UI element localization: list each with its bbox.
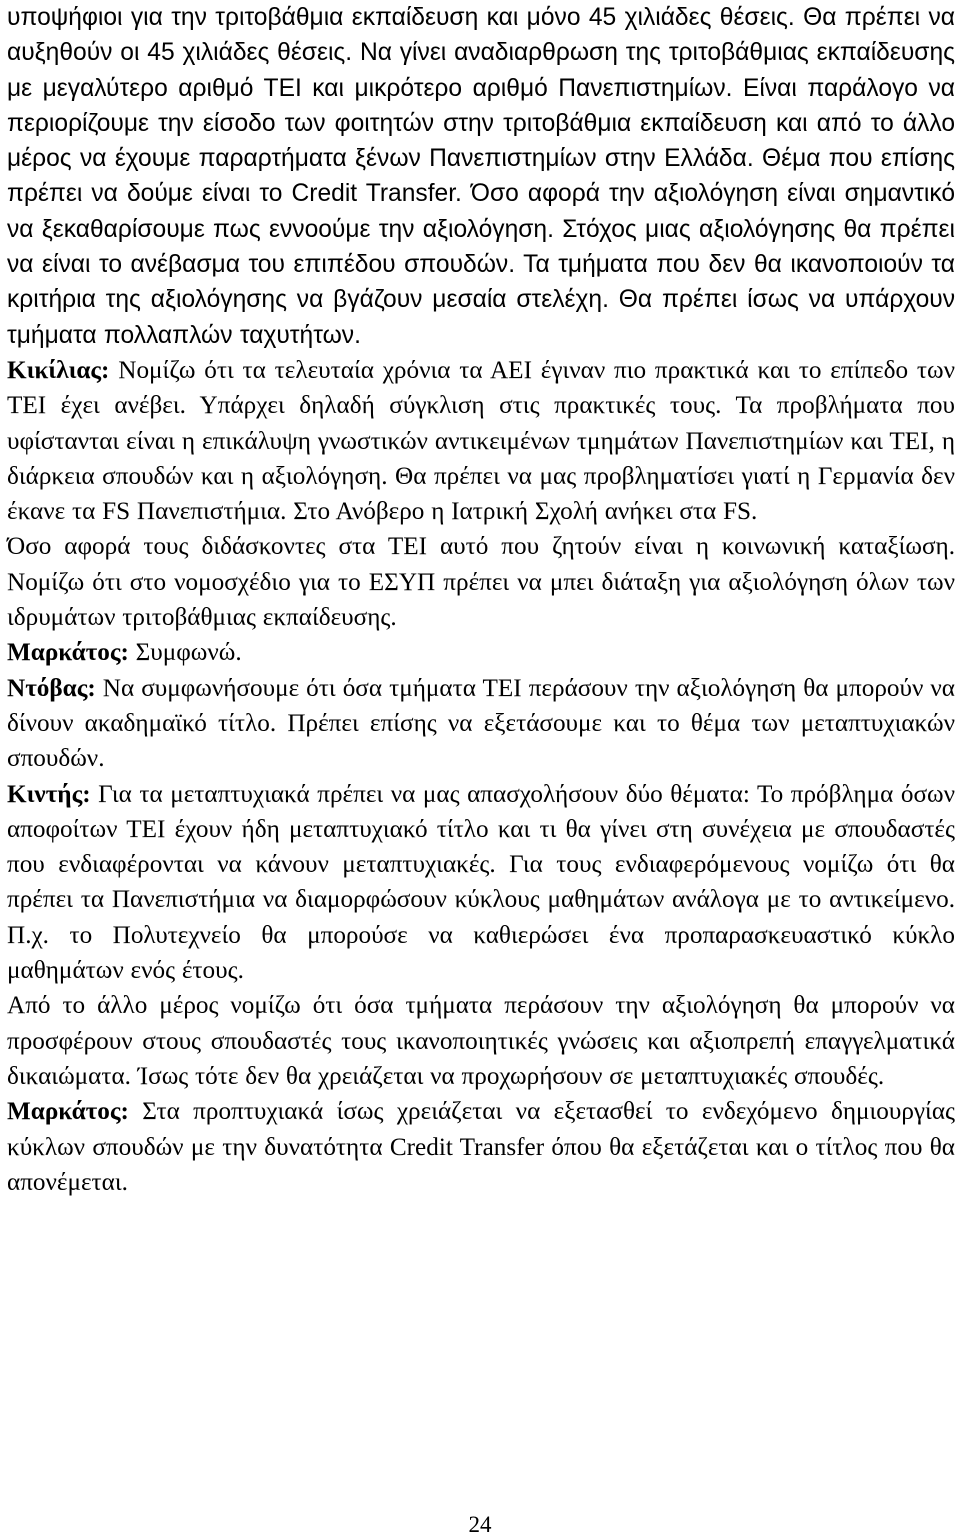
speaker-name: Κιντής: — [7, 780, 91, 808]
paragraph — [7, 988, 955, 1094]
paragraph — [7, 353, 955, 529]
paragraph — [7, 1094, 955, 1200]
paragraph-text: υποψήφιοι για την τριτοβάθμια εκπαίδευση και μόνο 45 χιλιάδες θέσεις. Θα πρέπει να αυξηθούν οι 45 χιλιάδες θέσεις. Να γίνει αναδιαρθρωση της τριτοβάθμιας εκπαίδευσης με μεγαλύτερο αριθμό ΤΕΙ και μικρότερο αριθμό Πανεπιστημίων. Είναι παράλογο να περιορίζουμε την είσοδο των φοιτητών στην τριτοβάθμια εκπαίδευση και από το άλλο μέρος να έχουμε παραρτήματα ξένων Πανεπιστημίων στην Ελλάδα. Θέμα που επίσης πρέπει να δούμε είναι το Credit Transfer. Όσο αφορά την αξιολόγηση είναι σημαντικό να ξεκαθαρίσουμε πως εννοούμε την αξιολόγηση. Στόχος μιας αξιολόγησης θα πρέπει να είναι το ανέβασμα του επιπέδου σπουδών. Τα τμήματα που δεν θα ικανοποιούν τα κριτήρια της αξιολόγησης να βγάζουν μεσαία στελέχη. Θα πρέπει ίσως να υπάρχουν τμήματα πολλαπλών ταχυτήτων. — [7, 4, 955, 349]
paragraph — [7, 529, 955, 635]
paragraph-text: Για τα μεταπτυχιακά πρέπει να μας απασχολήσουν δύο θέματα: Το πρόβλημα όσων αποφοίτων ΤΕΙ έχουν ήδη μεταπτυχιακό τίτλο και τι θα γίνει στη συνέχεια με σπουδαστές που ενδιαφέρονται να κάνουν μεταπτυχιακές. Για τους ενδιαφερόμενους νομίζω ότι θα πρέπει τα Πανεπιστήμια να διαμορφώσουν κύκλους μαθημάτων ανάλογα με το αντικείμενο. Π.χ. το Πολυτεχνείο θα μπορούσε να καθιερώσει ένα προπαρασκευαστικό κύκλο μαθημάτων ενός έτους. — [7, 780, 955, 985]
paragraph — [7, 777, 955, 989]
paragraph-text: Στα προπτυχιακά ίσως χρειάζεται να εξετασθεί το ενδεχόμενο δημιουργίας κύκλων σπουδών με την δυνατότητα Credit Transfer όπου θα εξετάζεται και ο τίτλος που θα απονέμεται. — [7, 1098, 955, 1196]
paragraph-text: Από το άλλο μέρος νομίζω ότι όσα τμήματα περάσουν την αξιολόγηση θα μπορούν να προσφέρουν στους σπουδαστές τους ικανοποιητικές γνώσεις και αξιοπρεπή επαγγελματικά δικαιώματα. Ίσως τότε δεν θα χρειάζεται να προχωρήσουν σε μεταπτυχιακές σπουδές. — [7, 992, 955, 1090]
document-page — [7, 0, 955, 1200]
paragraph-text: Όσο αφορά τους διδάσκοντες στα ΤΕΙ αυτό που ζητούν είναι η κοινωνική καταξίωση. Νομίζω ότι στο νομοσχέδιο για το ΕΣΥΠ πρέπει να μπει διάταξη για αξιολόγηση όλων των ιδρυμάτων τριτοβάθμιας εκπαίδευσης. — [7, 533, 955, 632]
speaker-name: Μαρκάτος: — [7, 639, 129, 667]
paragraph-text: Να συμφωνήσουμε ότι όσα τμήματα ΤΕΙ περάσουν την αξιολόγηση θα μπορούν να δίνουν ακαδημαϊκό τίτλο. Πρέπει επίσης να εξετάσουμε και το θέμα των μεταπτυχιακών σπουδών. — [7, 674, 955, 773]
page-number: 24 — [468, 1512, 492, 1537]
speaker-name: Ντόβας: — [7, 674, 96, 702]
paragraph — [7, 635, 955, 670]
document-body — [7, 0, 955, 1200]
paragraph — [7, 671, 955, 777]
paragraph — [7, 0, 955, 353]
paragraph-text: Νομίζω ότι τα τελευταία χρόνια τα ΑΕΙ έγιναν πιο πρακτικά και το επίπεδο των ΤΕΙ έχει ανέβει. Υπάρχει δηλαδή σύγκλιση στις πρακτικές τους. Τα προβλήματα που υφίστανται είναι η επικάλυψη γνωστικών αντικειμένων τμημάτων Πανεπιστημίων και ΤΕΙ, η διάρκεια σπουδών και η αξιολόγηση. Θα πρέπει να μας προβληματίσει γιατί η Γερμανία δεν έκανε τα FS Πανεπιστήμια. Στο Ανόβερο η Ιατρική Σχολή ανήκει στα FS. — [7, 356, 955, 526]
speaker-name: Κικίλιας: — [7, 356, 110, 384]
speaker-name: Μαρκάτος: — [7, 1098, 129, 1126]
paragraph-text: Συμφωνώ. — [128, 639, 242, 667]
